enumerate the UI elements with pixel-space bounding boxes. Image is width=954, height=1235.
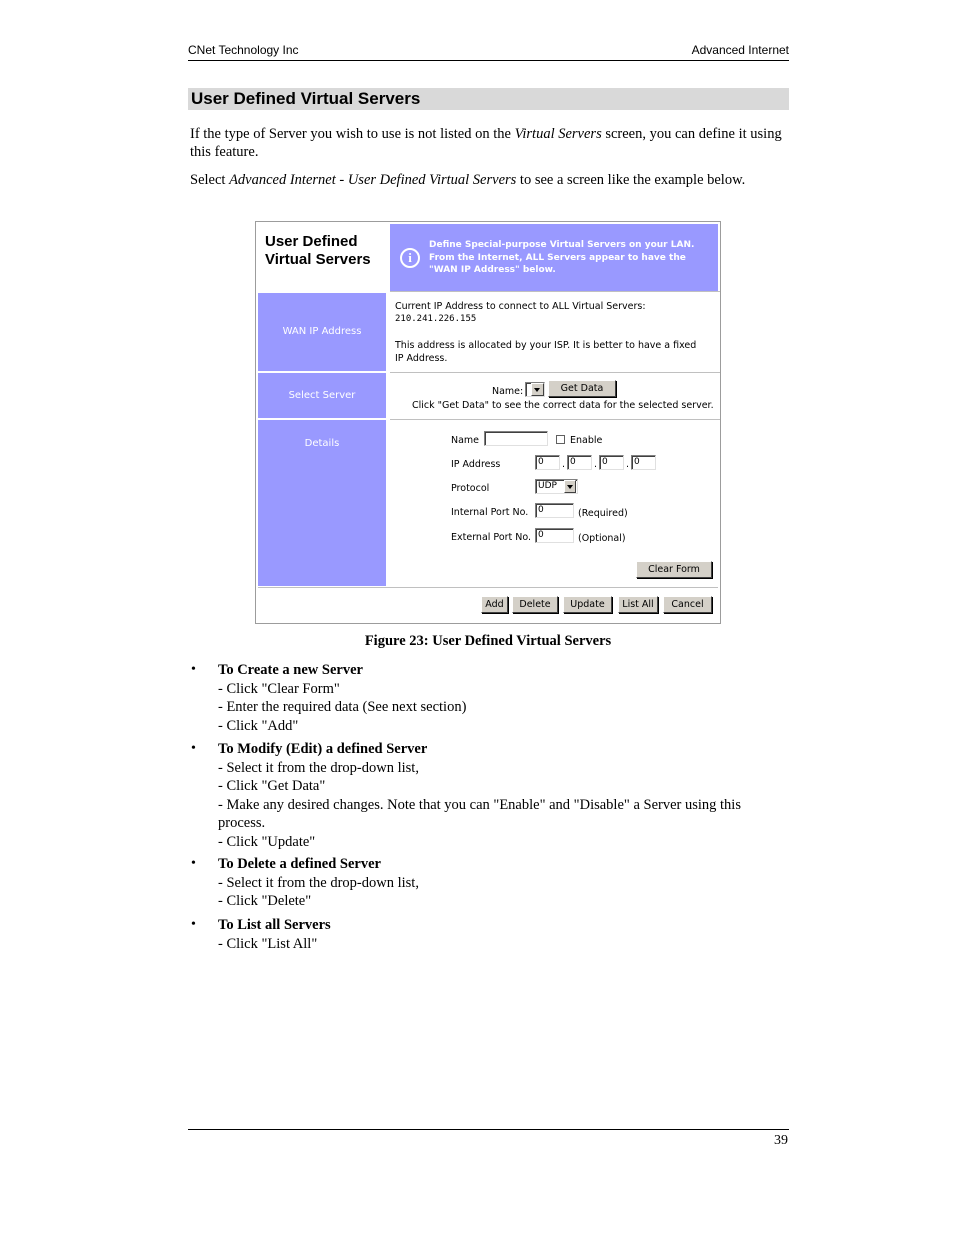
list-item-modify bbox=[218, 740, 788, 851]
list-item-line: - Click "List All" bbox=[218, 935, 318, 952]
list-item-line: - Select it from the drop-down list, bbox=[218, 874, 419, 891]
ip-octet-4-input[interactable]: 0 bbox=[631, 455, 656, 470]
ip-dot: . bbox=[626, 459, 630, 470]
intro-emphasis: Virtual Servers bbox=[514, 126, 602, 142]
protocol-select[interactable] bbox=[535, 479, 578, 494]
list-item-delete bbox=[218, 855, 788, 911]
figure-caption: Figure 23: User Defined Virtual Servers bbox=[364, 633, 612, 649]
list-item-heading: To List all Servers bbox=[218, 917, 331, 933]
divider bbox=[390, 419, 720, 420]
server-select[interactable] bbox=[525, 382, 545, 397]
list-item-line: - Enter the required data (See next section) bbox=[218, 699, 467, 715]
bullet-marker: • bbox=[191, 741, 196, 756]
intro-text: screen, you can define it using this feature. bbox=[190, 126, 782, 160]
wan-note: This address is allocated by your ISP. It is better to have a fixed IP Address. bbox=[395, 340, 697, 364]
list-item-heading: To Modify (Edit) a defined Server bbox=[218, 741, 428, 757]
divider bbox=[258, 587, 718, 588]
protocol-value: UDP bbox=[538, 481, 557, 491]
ip-dot: . bbox=[594, 459, 598, 470]
header-chapter: Advanced Internet bbox=[691, 43, 789, 57]
intro-paragraph-2 bbox=[190, 171, 785, 189]
list-item-create bbox=[218, 661, 788, 735]
list-item-line: - Click "Clear Form" bbox=[218, 680, 340, 697]
list-item-list-all bbox=[218, 916, 788, 953]
divider bbox=[390, 291, 720, 292]
bullet-marker: • bbox=[191, 917, 196, 932]
bullet-marker: • bbox=[191, 662, 196, 677]
info-icon: i bbox=[400, 248, 420, 268]
info-text: Define Special-purpose Virtual Servers on your LAN. From the Internet, ALL Servers appear to have the "WAN IP Address" below. bbox=[429, 240, 695, 275]
internal-port-note: (Required) bbox=[578, 508, 628, 519]
intro-text: to see a screen like the example below. bbox=[516, 172, 746, 188]
list-item-line: - Click "Get Data" bbox=[218, 778, 326, 794]
divider bbox=[390, 372, 720, 373]
ip-octet-2-input[interactable]: 0 bbox=[567, 455, 592, 470]
list-item-line: - Click "Add" bbox=[218, 717, 299, 734]
chevron-down-icon bbox=[531, 383, 544, 396]
wan-ip-value: 210.241.226.155 bbox=[395, 314, 477, 324]
internal-port-label: Internal Port No. bbox=[451, 507, 529, 518]
wan-ip-label: WAN IP Address bbox=[258, 293, 386, 371]
footer-rule bbox=[188, 1129, 789, 1130]
header-rule bbox=[188, 60, 789, 61]
intro-text: Select bbox=[190, 172, 230, 188]
chevron-down-icon bbox=[564, 480, 576, 493]
figure-title: User Defined Virtual Servers bbox=[265, 233, 371, 268]
bullet-marker: • bbox=[191, 856, 196, 871]
internal-port-input[interactable]: 0 bbox=[535, 503, 574, 518]
list-all-button[interactable]: List All bbox=[618, 596, 658, 613]
select-name-label: Name: bbox=[492, 386, 524, 397]
update-button[interactable]: Update bbox=[563, 596, 612, 613]
clear-form-button[interactable]: Clear Form bbox=[636, 561, 712, 578]
section-title: User Defined Virtual Servers bbox=[188, 88, 789, 110]
list-item-line: - Click "Delete" bbox=[218, 893, 312, 909]
cancel-button[interactable]: Cancel bbox=[663, 596, 712, 613]
list-item-heading: To Delete a defined Server bbox=[218, 856, 381, 872]
figure-screenshot bbox=[255, 221, 721, 624]
ip-dot: . bbox=[562, 459, 566, 470]
protocol-label: Protocol bbox=[451, 483, 490, 494]
get-data-button[interactable]: Get Data bbox=[548, 380, 616, 397]
select-server-label: Select Server bbox=[258, 373, 386, 418]
wan-current-label: Current IP Address to connect to ALL Virtual Servers: bbox=[395, 301, 646, 312]
external-port-input[interactable]: 0 bbox=[535, 528, 574, 543]
info-banner bbox=[390, 224, 718, 291]
details-name-label: Name bbox=[451, 435, 480, 446]
ip-octet-3-input[interactable]: 0 bbox=[599, 455, 624, 470]
enable-checkbox[interactable] bbox=[556, 435, 565, 444]
delete-button[interactable]: Delete bbox=[512, 596, 558, 613]
add-button[interactable]: Add bbox=[481, 596, 508, 613]
header-company: CNet Technology Inc bbox=[188, 43, 299, 57]
intro-emphasis: Advanced Internet - User Defined Virtual Servers bbox=[229, 172, 517, 188]
list-item-line: - Make any desired changes. Note that you can "Enable" and "Disable" a Server using this process. bbox=[218, 796, 741, 831]
details-label: Details bbox=[258, 420, 386, 586]
external-port-note: (Optional) bbox=[578, 533, 626, 544]
page-number: 39 bbox=[774, 1133, 788, 1148]
list-item-line: - Select it from the drop-down list, bbox=[218, 759, 419, 776]
ip-address-label: IP Address bbox=[451, 459, 501, 470]
ip-octet-1-input[interactable]: 0 bbox=[535, 455, 560, 470]
select-hint: Click "Get Data" to see the correct data for the selected server. bbox=[412, 400, 714, 411]
intro-paragraph-1 bbox=[190, 125, 785, 161]
name-input[interactable] bbox=[484, 431, 548, 446]
list-item-line: - Click "Update" bbox=[218, 833, 316, 850]
enable-label: Enable bbox=[570, 435, 603, 446]
external-port-label: External Port No. bbox=[451, 532, 532, 543]
list-item-heading: To Create a new Server bbox=[218, 662, 363, 678]
intro-text: If the type of Server you wish to use is not listed on the bbox=[190, 126, 515, 142]
